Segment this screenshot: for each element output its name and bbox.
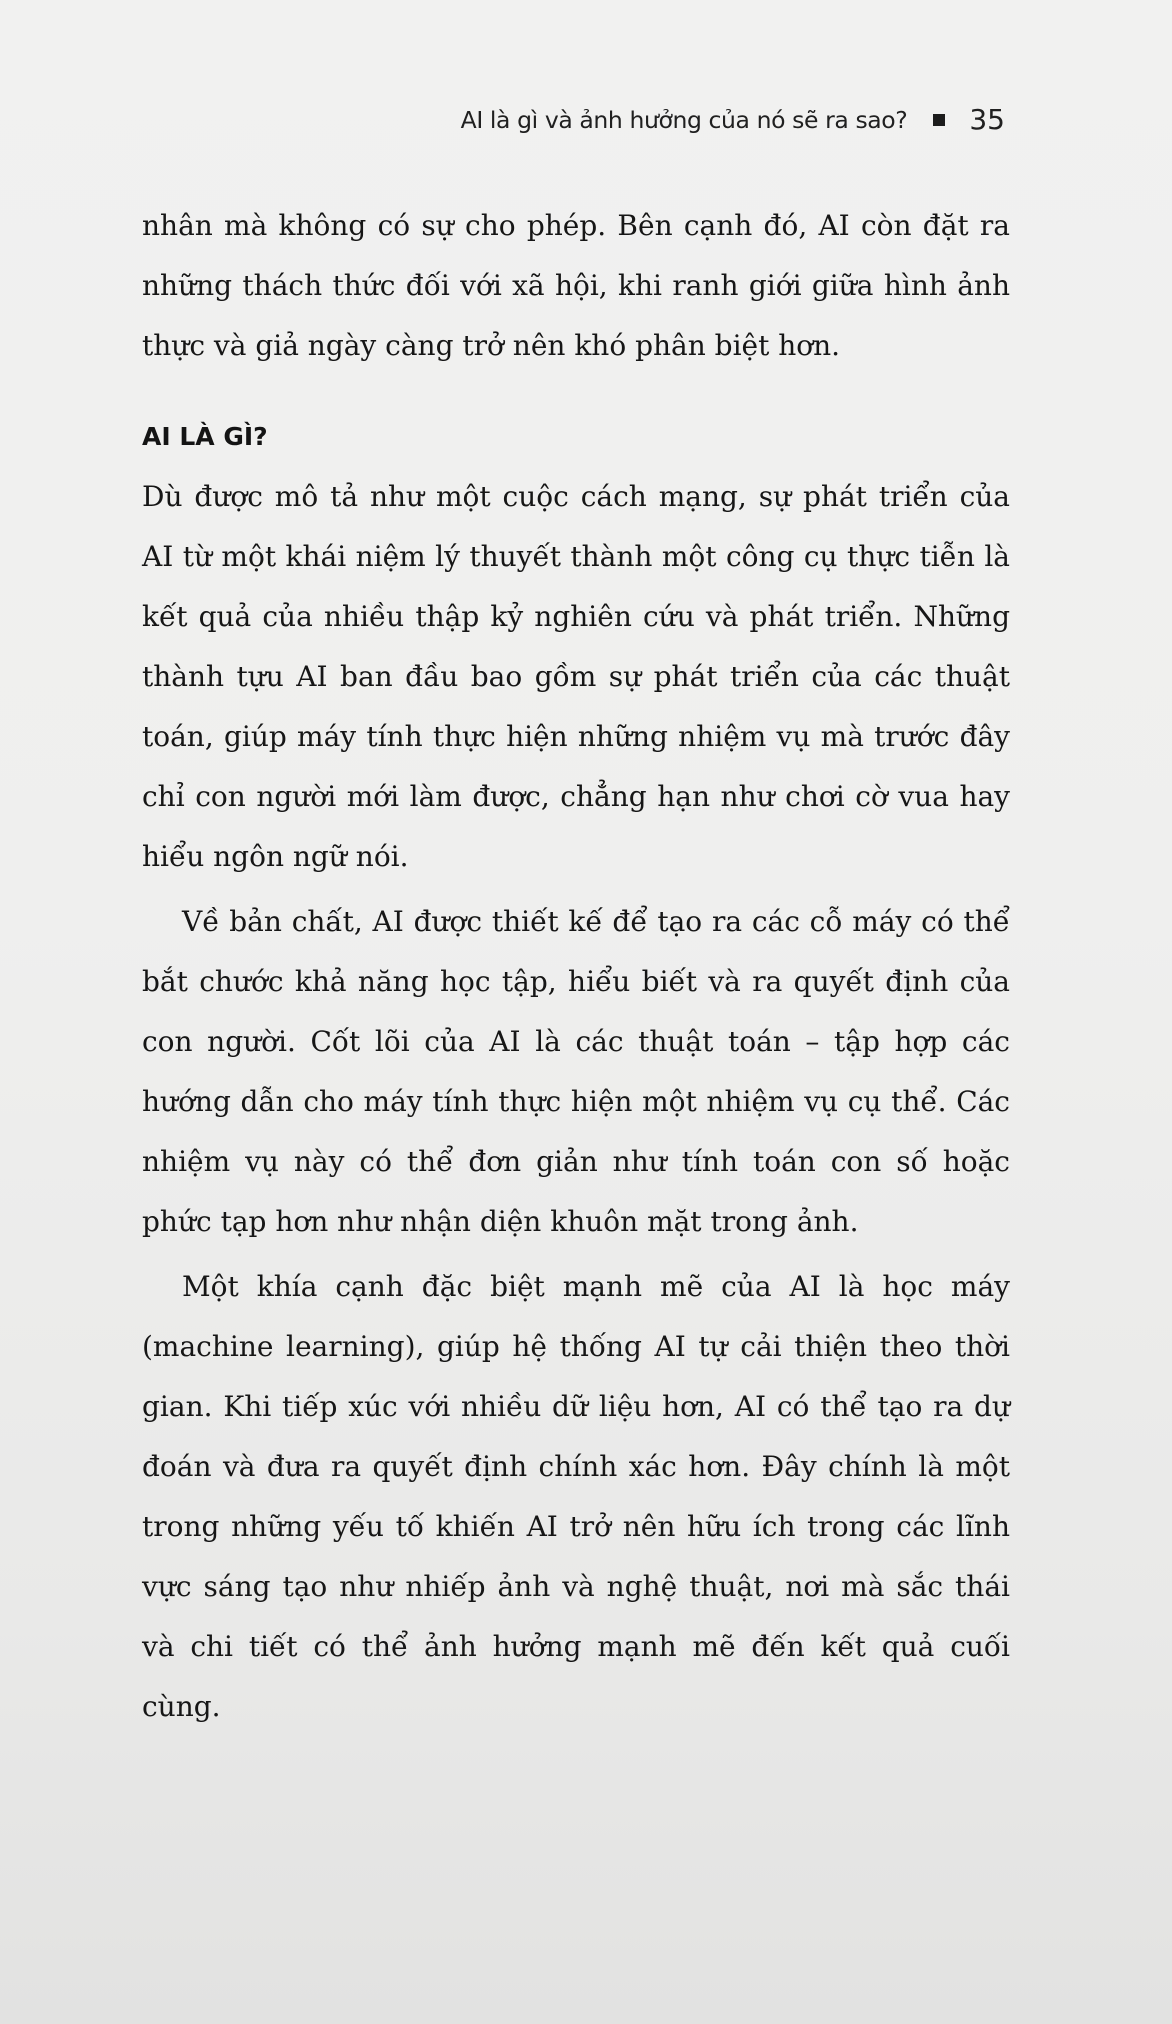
page-number: 35	[969, 103, 1005, 136]
paragraph: Một khía cạnh đặc biệt mạnh mẽ của AI là học máy (machine learning), giúp hệ thống AI tự cải thiện theo thời gian. Khi tiếp xúc với nhiều dữ liệu hơn, AI có thể tạo ra dự đoán và đưa ra quyết định chính xác hơn. Đây chính là một trong những yếu tố khiến AI trở nên hữu ích trong các lĩnh vực sáng tạo như nhiếp ảnh và nghệ thuật, nơi mà sắc thái và chi tiết có thể ảnh hưởng mạnh mẽ đến kết quả cuối cùng.	[142, 1270, 1010, 1723]
running-title: AI là gì và ảnh hưởng của nó sẽ ra sao?	[460, 105, 908, 134]
square-bullet-icon	[933, 114, 945, 126]
page-header	[461, 103, 1005, 136]
paragraph: Dù được mô tả như một cuộc cách mạng, sự phát triển của AI từ một khái niệm lý thuyết thành một công cụ thực tiễn là kết quả của nhiều thập kỷ nghiên cứu và phát triển. Những thành tựu AI ban đầu bao gồm sự phát triển của các thuật toán, giúp máy tính thực hiện những nhiệm vụ mà trước đây chỉ con người mới làm được, chẳng hạn như chơi cờ vua hay hiểu ngôn ngữ nói.	[142, 480, 1010, 873]
paragraph: Về bản chất, AI được thiết kế để tạo ra các cỗ máy có thể bắt chước khả năng học tập, hiểu biết và ra quyết định của con người. Cốt lõi của AI là các thuật toán – tập hợp các hướng dẫn cho máy tính thực hiện một nhiệm vụ cụ thể. Các nhiệm vụ này có thể đơn giản như tính toán con số hoặc phức tạp hơn như nhận diện khuôn mặt trong ảnh.	[142, 905, 1010, 1238]
section-heading: AI LÀ GÌ?	[142, 422, 268, 451]
paragraph-continued: nhân mà không có sự cho phép. Bên cạnh đó, AI còn đặt ra những thách thức đối với xã hội, khi ranh giới giữa hình ảnh thực và giả ngày càng trở nên khó phân biệt hơn.	[142, 209, 1010, 362]
body-text	[142, 196, 1010, 1737]
